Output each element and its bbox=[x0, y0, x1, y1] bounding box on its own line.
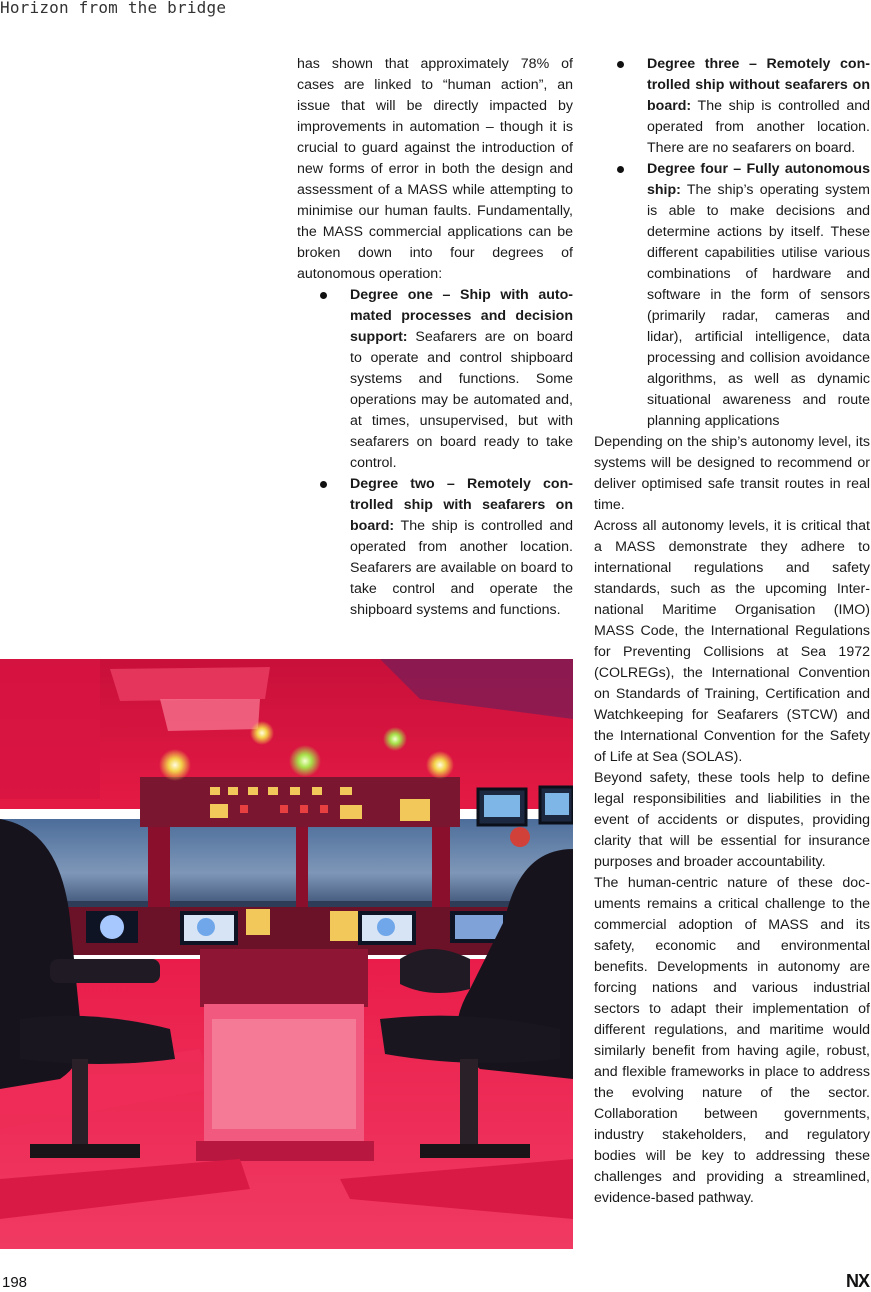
degree-two-title: Degree two – Remotely controlled ship with seafarers on board: bbox=[350, 476, 573, 534]
running-header: Horizon from the bridge bbox=[0, 0, 227, 17]
degree-one-text: Seafarers are on board to operate and control shipboard systems and functions. Some operations may be automated and, at times, unsupervised, but with seafarers on board ready to take control. bbox=[350, 329, 573, 471]
paragraph-human-centric: The human-centric nature of these documents remains a critical challenge to the commercial adoption of MASS and its safety, economic and environmental benefits. Developments in autonomy are forcing nations and various industrial sectors to adapt their implementation of different regulations, and maritime would similarly benefit from having agile, robust, and flexible frameworks in place to address the evolving nature of the sector. Collaboration between governments, industry stakeholders, and regulatory bodies will be key to addressing these challenges and providing a streamlined, evidence-based pathway. bbox=[594, 875, 870, 1206]
text-column-left bbox=[297, 54, 573, 621]
list-item-degree-two bbox=[297, 474, 573, 621]
degree-two-text: The ship is controlled and operated from another location. Seafarers are available on board to take control and operate the shipboard systems and functions. bbox=[350, 518, 573, 618]
paragraph-transit-routes: Depending on the ship’s autonomy level, its systems will be designed to recommend or deliver optimised safe transit routes in real time. bbox=[594, 434, 870, 513]
paragraph-regulations: Across all autonomy levels, it is critical that a MASS demonstrate they adhere to international regulations and safety standards, such as the upcoming International Maritime Organisation (IMO) MASS Code, the International Regulations for Preventing Collisions at Sea 1972 (COLREGs), the International Convention on Standards of Training, Certification and Watchkeeping for Seafarers (STCW) and the International Convention for the Safety of Life at Sea (SOLAS). bbox=[594, 518, 870, 765]
degree-three-title: Degree three – Remotely controlled ship without seafarers on board: bbox=[647, 56, 870, 114]
publication-logo: NX bbox=[845, 1271, 869, 1291]
page-number: 198 bbox=[2, 1274, 28, 1291]
autonomy-degree-list bbox=[297, 285, 573, 621]
list-item-degree-one bbox=[297, 285, 573, 474]
paragraph-legal-responsibilities: Beyond safety, these tools help to define legal responsibilities and liabilities in the event of accidents or disputes, providing clarity that will be essential for insurance purposes and broader accountability. bbox=[594, 770, 870, 870]
list-item-degree-four bbox=[594, 159, 870, 432]
degree-three-text: The ship is controlled and operated from another location. There are no seafarers on board. bbox=[647, 98, 870, 156]
degree-four-text: The ship’s operating system is able to make decisions and determine actions by itself. These different capabilities utilise various combinations of hardware and software in the form of sensors (primarily radar, cameras and lidar), artificial intelligence, data processing and collision avoidance algorithms, as well as dynamic situational awareness and route planning applications bbox=[647, 182, 870, 429]
text-column-right bbox=[594, 54, 870, 1209]
ship-bridge-photo bbox=[0, 659, 573, 1249]
degree-four-title: Degree four – Fully autonomous ship: bbox=[647, 161, 870, 198]
list-item-degree-three bbox=[594, 54, 870, 159]
intro-paragraph: has shown that approximately 78% of cases are linked to “human action”, an issue that will be directly impacted by improvements in automation – though it is crucial to guard against the introduction of new forms of error in both the design and assessment of a MASS while attempting to minimise our human faults. Fundamentally, the MASS commercial applications can be broken down into four degrees of autonomous operation: bbox=[297, 56, 573, 282]
degree-one-title: Degree one – Ship with automated processes and decision support: bbox=[350, 287, 573, 345]
autonomy-degree-list-continued bbox=[594, 54, 870, 432]
